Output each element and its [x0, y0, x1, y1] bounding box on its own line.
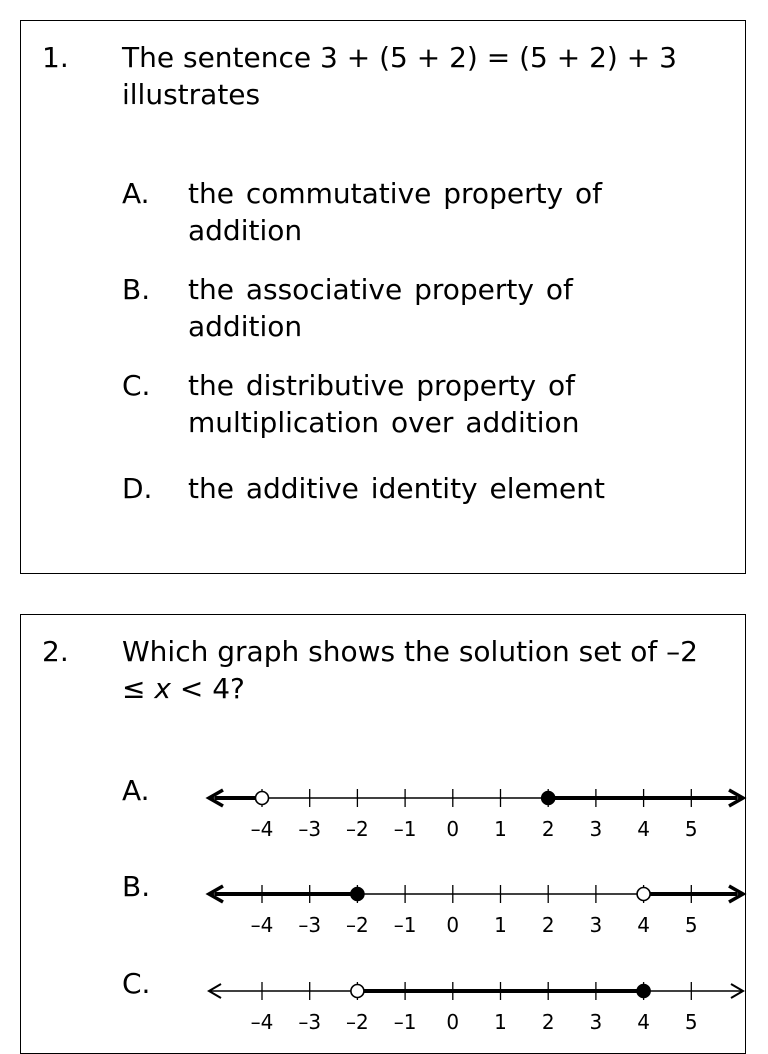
open-endpoint — [351, 985, 364, 998]
graph-option-letter-a[interactable]: A. — [122, 774, 150, 807]
question-number: 2. — [42, 635, 69, 668]
tick-label: 4 — [637, 913, 650, 937]
tick-label: 2 — [541, 817, 555, 841]
tick-label: 5 — [684, 817, 698, 841]
tick-label: 3 — [589, 817, 603, 841]
tick-label: 3 — [589, 913, 603, 937]
tick-label: 2 — [541, 913, 555, 937]
tick-label: 0 — [446, 817, 460, 841]
number-line-a[interactable] — [181, 775, 731, 841]
closed-endpoint — [351, 888, 364, 901]
tick-label: 1 — [494, 1010, 507, 1034]
option-text: the distributive property of multiplication over addition — [188, 369, 580, 439]
tick-label: 0 — [446, 1010, 460, 1034]
tick-label: –4 — [250, 817, 274, 841]
open-endpoint — [256, 792, 269, 805]
option-text: the additive identity element — [188, 472, 605, 505]
option-letter: C. — [122, 369, 151, 402]
tick-label: 3 — [589, 1010, 603, 1034]
closed-endpoint — [542, 792, 555, 805]
tick-label: –4 — [250, 1010, 274, 1034]
question-2-card — [20, 614, 746, 1054]
tick-label: –1 — [393, 817, 417, 841]
tick-label: 5 — [684, 1010, 698, 1034]
tick-label: –3 — [298, 913, 322, 937]
tick-label: 2 — [541, 1010, 555, 1034]
tick-label: –2 — [346, 913, 369, 937]
option-text: the commutative property of addition — [188, 177, 603, 247]
tick-label: 4 — [637, 1010, 650, 1034]
tick-label: –1 — [393, 1010, 417, 1034]
option-letter: A. — [122, 177, 150, 210]
graph-option-letter-c[interactable]: C. — [122, 967, 151, 1000]
question-text — [122, 633, 722, 707]
question-text: The sentence 3 + (5 + 2) = (5 + 2) + 3 illustrates — [122, 41, 677, 111]
tick-label: –1 — [393, 913, 417, 937]
question-number: 1. — [42, 41, 69, 74]
tick-label: –2 — [346, 1010, 369, 1034]
option-letter: D. — [122, 472, 153, 505]
question-text-start: Which graph shows the solution set of –2 ≤ — [122, 635, 698, 705]
tick-label: –3 — [298, 1010, 322, 1034]
option-letter: B. — [122, 273, 151, 306]
option-text: the associative property of addition — [188, 273, 573, 343]
question-1-card — [20, 20, 746, 574]
tick-label: 5 — [684, 913, 698, 937]
tick-label: –4 — [250, 913, 274, 937]
tick-label: –2 — [346, 817, 369, 841]
tick-label: 0 — [446, 913, 460, 937]
tick-label: –3 — [298, 817, 322, 841]
closed-endpoint — [637, 985, 650, 998]
tick-label: 4 — [637, 817, 650, 841]
open-endpoint — [637, 888, 650, 901]
tick-label: 1 — [494, 913, 507, 937]
number-line-b[interactable] — [181, 871, 731, 937]
question-variable: x — [154, 672, 171, 705]
question-text-end: < 4? — [170, 672, 245, 705]
tick-label: 1 — [494, 817, 507, 841]
graph-option-letter-b[interactable]: B. — [122, 870, 151, 903]
number-line-c[interactable] — [181, 968, 731, 1034]
